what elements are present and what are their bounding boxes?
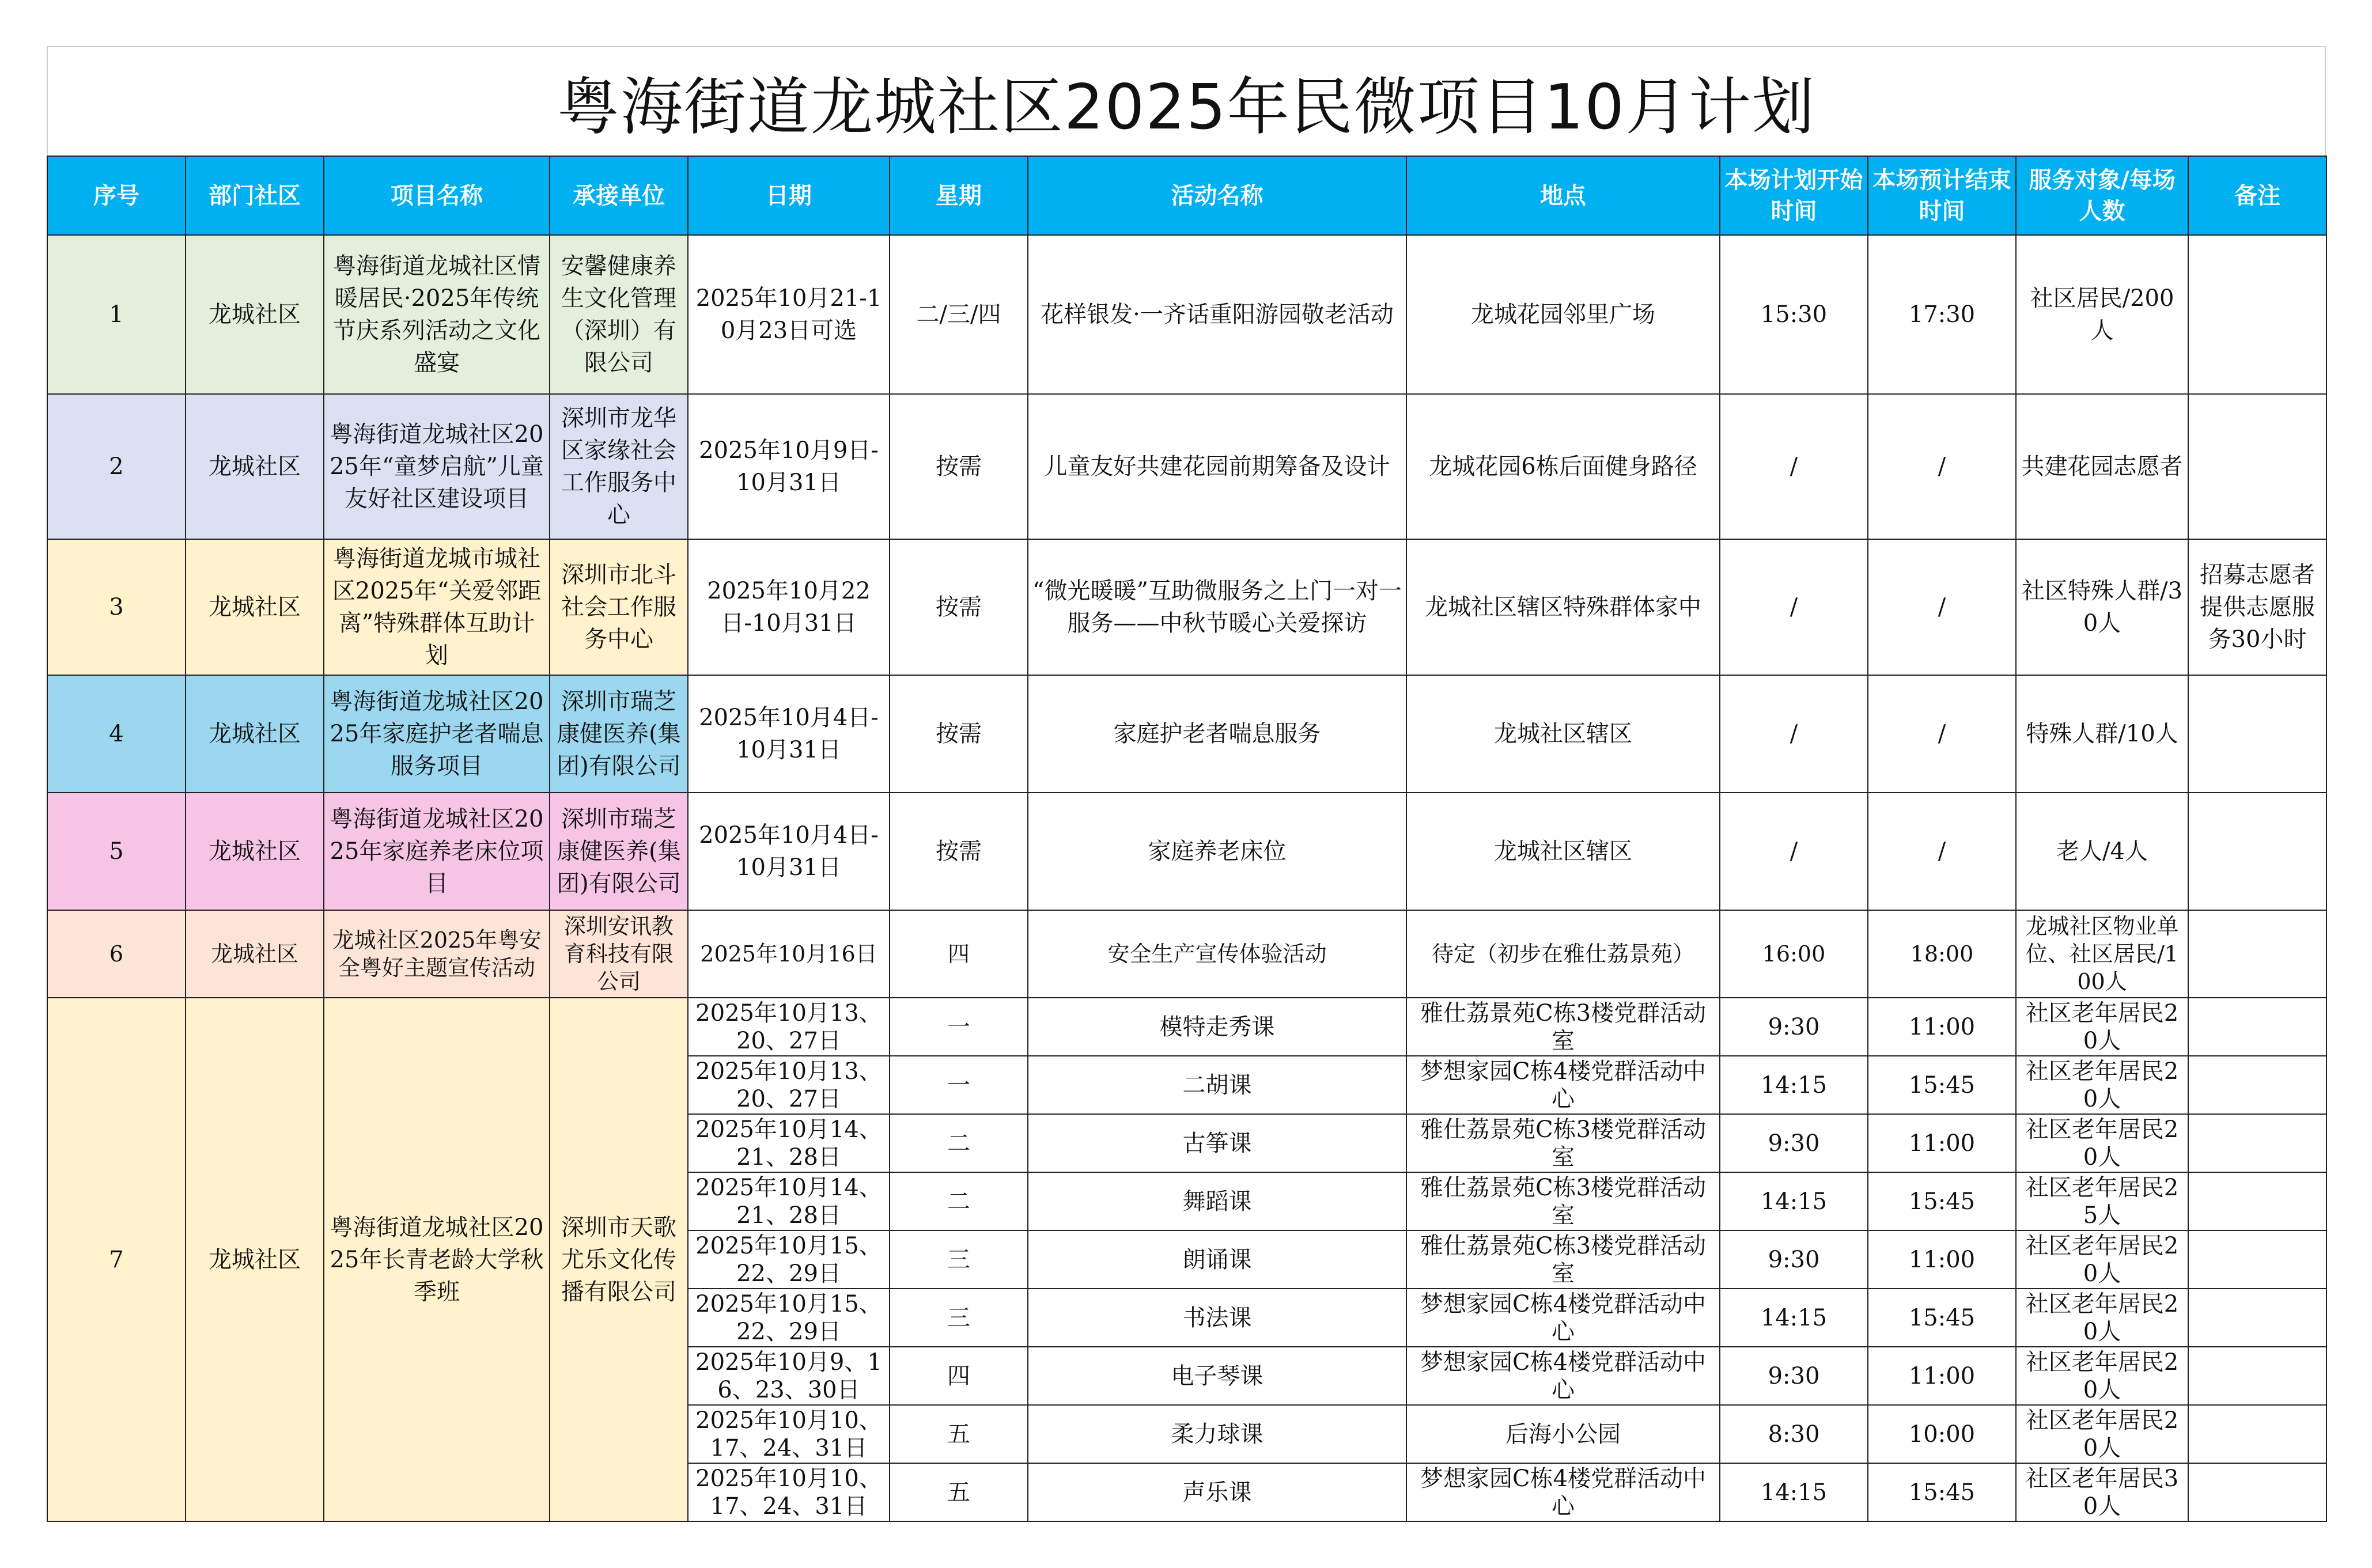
cell-date: 2025年10月4日-10月31日 <box>688 675 890 793</box>
cell-activity <box>1028 1114 1406 1172</box>
cell-location <box>1406 1289 1720 1347</box>
cell-weekday: 按需 <box>890 675 1028 793</box>
cell-start: / <box>1720 793 1868 910</box>
cell-remark <box>2188 1056 2326 1114</box>
cell-date <box>688 998 890 1056</box>
header-seq: 序号 <box>47 156 186 235</box>
cell-text: 梦想家园C栋4楼党群活动中心 <box>1420 1349 1707 1403</box>
cell-text: 模特走秀课 <box>1159 1013 1275 1040</box>
cell-text: 社区老年居民30人 <box>2025 1465 2179 1520</box>
cell-start <box>1720 1056 1868 1114</box>
cell-seq: 1 <box>47 235 186 394</box>
cell-org: 深圳市天歌尤乐文化传播有限公司 <box>550 998 688 1521</box>
cell-weekday <box>890 1230 1028 1289</box>
cell-dept: 龙城社区 <box>186 793 324 910</box>
cell-text: 14:15 <box>1760 1479 1828 1506</box>
cell-text: 一 <box>947 1071 970 1099</box>
cell-start <box>1720 1289 1868 1347</box>
header-weekday: 星期 <box>890 156 1028 235</box>
cell-weekday <box>890 1114 1028 1172</box>
cell-location: 待定（初步在雅仕荔景苑） <box>1406 910 1720 998</box>
cell-text: 古筝课 <box>1182 1130 1252 1157</box>
cell-text: 2025年10月10、17、24、31日 <box>695 1407 882 1461</box>
header-org: 承接单位 <box>550 156 688 235</box>
cell-dept: 龙城社区 <box>186 675 324 793</box>
cell-target: 特殊人群/10人 <box>2016 675 2188 793</box>
cell-project: 龙城社区2025年粤安全粤好主题宣传活动 <box>324 910 550 998</box>
page-title: 粤海街道龙城社区2025年民微项目10月计划 <box>557 71 1816 143</box>
cell-text: 梦想家园C栋4楼党群活动中心 <box>1420 1465 1707 1520</box>
cell-location <box>1406 1114 1720 1172</box>
cell-text: 四 <box>947 1362 970 1389</box>
cell-target <box>2016 1230 2188 1289</box>
cell-text: 三 <box>947 1246 970 1273</box>
cell-org: 深圳安讯教育科技有限公司 <box>550 910 688 998</box>
cell-text: 社区老年居民20人 <box>2025 1291 2179 1345</box>
cell-location: 龙城社区辖区 <box>1406 675 1720 793</box>
table-row <box>47 235 2326 394</box>
cell-end <box>1868 1172 2016 1230</box>
cell-text: 声乐课 <box>1182 1479 1252 1506</box>
cell-target: 社区特殊人群/30人 <box>2016 539 2188 675</box>
cell-end <box>1868 1114 2016 1172</box>
cell-org: 深圳市瑞芝康健医养(集团)有限公司 <box>550 675 688 793</box>
cell-text: 梦想家园C栋4楼党群活动中心 <box>1420 1058 1707 1112</box>
cell-weekday <box>890 1289 1028 1347</box>
cell-text: 社区老年居民20人 <box>2025 1349 2179 1403</box>
cell-text: 2025年10月9、16、23、30日 <box>695 1349 882 1403</box>
table-row <box>47 539 2326 675</box>
cell-location: 龙城花园邻里广场 <box>1406 235 1720 394</box>
cell-target <box>2016 1405 2188 1463</box>
cell-date: 2025年10月4日-10月31日 <box>688 793 890 910</box>
cell-activity: 安全生产宣传体验活动 <box>1028 910 1406 998</box>
cell-text: 五 <box>947 1479 970 1506</box>
cell-text: 15:45 <box>1908 1304 1976 1331</box>
cell-end: 18:00 <box>1868 910 2016 998</box>
table-row <box>47 793 2326 910</box>
cell-seq: 7 <box>47 998 186 1521</box>
cell-remark <box>2188 1230 2326 1289</box>
cell-remark <box>2188 793 2326 910</box>
cell-weekday: 二/三/四 <box>890 235 1028 394</box>
cell-text: 15:45 <box>1908 1071 1976 1099</box>
cell-start <box>1720 1463 1868 1521</box>
cell-target <box>2016 1463 2188 1521</box>
cell-project: 粤海街道龙城社区情暖居民·2025年传统节庆系列活动之文化盛宴 <box>324 235 550 394</box>
cell-target: 共建花园志愿者 <box>2016 394 2188 539</box>
cell-seq: 4 <box>47 675 186 793</box>
cell-text: 书法课 <box>1182 1304 1252 1331</box>
cell-location <box>1406 1347 1720 1405</box>
cell-date <box>688 1405 890 1463</box>
cell-start: / <box>1720 539 1868 675</box>
cell-start: 15:30 <box>1720 235 1868 394</box>
cell-target <box>2016 1056 2188 1114</box>
cell-text: 雅仕荔景苑C栋3楼党群活动室 <box>1420 1233 1707 1287</box>
cell-activity <box>1028 998 1406 1056</box>
cell-remark <box>2188 1289 2326 1347</box>
cell-text: 9:30 <box>1768 1013 1820 1040</box>
cell-weekday <box>890 998 1028 1056</box>
cell-target <box>2016 1289 2188 1347</box>
cell-date <box>688 1230 890 1289</box>
cell-end: 17:30 <box>1868 235 2016 394</box>
cell-project: 粤海街道龙城市城社区2025年“关爱邻距离”特殊群体互助计划 <box>324 539 550 675</box>
cell-activity: 儿童友好共建花园前期筹备及设计 <box>1028 394 1406 539</box>
cell-start <box>1720 1230 1868 1289</box>
header-start-time: 本场计划开始时间 <box>1720 156 1868 235</box>
header-dept: 部门社区 <box>186 156 324 235</box>
cell-remark <box>2188 675 2326 793</box>
cell-weekday: 按需 <box>890 793 1028 910</box>
cell-text: 2025年10月14、21、28日 <box>695 1175 882 1229</box>
table-row <box>47 910 2326 998</box>
cell-text: 2025年10月15、22、29日 <box>695 1291 882 1345</box>
cell-remark <box>2188 1347 2326 1405</box>
cell-text: 15:45 <box>1908 1188 1976 1215</box>
cell-start <box>1720 1347 1868 1405</box>
cell-end <box>1868 998 2016 1056</box>
cell-activity <box>1028 1172 1406 1230</box>
cell-end <box>1868 1405 2016 1463</box>
cell-weekday <box>890 1172 1028 1230</box>
cell-text: 10:00 <box>1908 1421 1976 1448</box>
cell-activity <box>1028 1463 1406 1521</box>
cell-text: 三 <box>947 1304 970 1331</box>
spreadsheet <box>47 46 2326 1522</box>
cell-date <box>688 1347 890 1405</box>
cell-seq: 3 <box>47 539 186 675</box>
cell-project: 粤海街道龙城社区2025年家庭护老者喘息服务项目 <box>324 675 550 793</box>
cell-weekday <box>890 1347 1028 1405</box>
cell-remark <box>2188 1172 2326 1230</box>
cell-target <box>2016 1172 2188 1230</box>
cell-text: 社区老年居民20人 <box>2025 1116 2179 1171</box>
cell-date <box>688 1056 890 1114</box>
title-bar <box>47 46 2326 156</box>
cell-start: 16:00 <box>1720 910 1868 998</box>
cell-location <box>1406 1463 1720 1521</box>
cell-location <box>1406 1056 1720 1114</box>
cell-target: 老人/4人 <box>2016 793 2188 910</box>
cell-activity <box>1028 1347 1406 1405</box>
cell-text: 11:00 <box>1908 1246 1976 1273</box>
cell-weekday <box>890 1405 1028 1463</box>
cell-date: 2025年10月16日 <box>688 910 890 998</box>
cell-target <box>2016 1347 2188 1405</box>
cell-weekday <box>890 1463 1028 1521</box>
cell-text: 2025年10月10、17、24、31日 <box>695 1465 882 1520</box>
cell-dept: 龙城社区 <box>186 235 324 394</box>
cell-remark <box>2188 1114 2326 1172</box>
cell-end: / <box>1868 394 2016 539</box>
cell-location: 龙城花园6栋后面健身路径 <box>1406 394 1720 539</box>
cell-text: 2025年10月15、22、29日 <box>695 1233 882 1287</box>
cell-text: 社区老年居民20人 <box>2025 1058 2179 1112</box>
cell-target: 龙城社区物业单位、社区居民/100人 <box>2016 910 2188 998</box>
cell-text: 9:30 <box>1768 1246 1820 1273</box>
table-row <box>47 394 2326 539</box>
plan-table <box>47 156 2327 1522</box>
cell-text: 8:30 <box>1768 1421 1820 1448</box>
cell-weekday: 按需 <box>890 394 1028 539</box>
cell-dept: 龙城社区 <box>186 910 324 998</box>
cell-text: 电子琴课 <box>1171 1362 1263 1389</box>
cell-text: 二 <box>947 1188 970 1215</box>
table-row <box>47 998 2326 1056</box>
cell-text: 舞蹈课 <box>1182 1188 1252 1215</box>
cell-date: 2025年10月21-10月23日可选 <box>688 235 890 394</box>
cell-end <box>1868 1289 2016 1347</box>
cell-text: 14:15 <box>1760 1304 1828 1331</box>
cell-seq: 5 <box>47 793 186 910</box>
cell-start: / <box>1720 394 1868 539</box>
cell-text: 五 <box>947 1421 970 1448</box>
cell-activity <box>1028 1230 1406 1289</box>
cell-date <box>688 1172 890 1230</box>
cell-text: 柔力球课 <box>1171 1421 1263 1448</box>
cell-location: 龙城社区辖区 <box>1406 793 1720 910</box>
table-row <box>47 675 2326 793</box>
cell-project: 粤海街道龙城社区2025年“童梦启航”儿童友好社区建设项目 <box>324 394 550 539</box>
cell-text: 社区老年居民20人 <box>2025 1407 2179 1461</box>
cell-text: 14:15 <box>1760 1188 1828 1215</box>
cell-location <box>1406 1172 1720 1230</box>
cell-end <box>1868 1463 2016 1521</box>
cell-text: 15:45 <box>1908 1479 1976 1506</box>
cell-text: 二 <box>947 1130 970 1157</box>
cell-text: 社区老年居民20人 <box>2025 1233 2179 1287</box>
cell-start <box>1720 1405 1868 1463</box>
header-row <box>47 156 2326 235</box>
cell-date <box>688 1289 890 1347</box>
cell-end <box>1868 1230 2016 1289</box>
cell-date: 2025年10月9日-10月31日 <box>688 394 890 539</box>
cell-text: 社区老年居民20人 <box>2025 1000 2179 1054</box>
cell-text: 11:00 <box>1908 1013 1976 1040</box>
cell-start: / <box>1720 675 1868 793</box>
cell-remark <box>2188 1463 2326 1521</box>
cell-end <box>1868 1347 2016 1405</box>
cell-text: 二胡课 <box>1182 1071 1252 1099</box>
header-end-time: 本场预计结束时间 <box>1868 156 2016 235</box>
cell-activity: 家庭护老者喘息服务 <box>1028 675 1406 793</box>
cell-date <box>688 1114 890 1172</box>
cell-end <box>1868 1056 2016 1114</box>
cell-project: 粤海街道龙城社区2025年长青老龄大学秋季班 <box>324 998 550 1521</box>
cell-weekday <box>890 1056 1028 1114</box>
cell-weekday: 四 <box>890 910 1028 998</box>
cell-target <box>2016 998 2188 1056</box>
cell-text: 2025年10月13、20、27日 <box>695 1000 882 1054</box>
cell-target <box>2016 1114 2188 1172</box>
cell-text: 后海小公园 <box>1505 1421 1621 1448</box>
cell-org: 安馨健康养生文化管理（深圳）有限公司 <box>550 235 688 394</box>
cell-text: 雅仕荔景苑C栋3楼党群活动室 <box>1420 1000 1707 1054</box>
cell-activity <box>1028 1056 1406 1114</box>
cell-org: 深圳市瑞芝康健医养(集团)有限公司 <box>550 793 688 910</box>
cell-target: 社区居民/200人 <box>2016 235 2188 394</box>
cell-seq: 6 <box>47 910 186 998</box>
cell-text: 雅仕荔景苑C栋3楼党群活动室 <box>1420 1175 1707 1229</box>
cell-project: 粤海街道龙城社区2025年家庭养老床位项目 <box>324 793 550 910</box>
cell-dept: 龙城社区 <box>186 998 324 1521</box>
cell-activity: 家庭养老床位 <box>1028 793 1406 910</box>
cell-activity: 花样银发·一齐话重阳游园敬老活动 <box>1028 235 1406 394</box>
cell-text: 9:30 <box>1768 1362 1820 1389</box>
header-remark: 备注 <box>2188 156 2326 235</box>
cell-activity <box>1028 1405 1406 1463</box>
cell-text: 11:00 <box>1908 1130 1976 1157</box>
cell-dept: 龙城社区 <box>186 394 324 539</box>
cell-date <box>688 1463 890 1521</box>
cell-location: 龙城社区辖区特殊群体家中 <box>1406 539 1720 675</box>
cell-end: / <box>1868 539 2016 675</box>
cell-remark <box>2188 394 2326 539</box>
cell-location <box>1406 1405 1720 1463</box>
cell-start <box>1720 1172 1868 1230</box>
cell-end: / <box>1868 675 2016 793</box>
cell-text: 14:15 <box>1760 1071 1828 1099</box>
cell-text: 梦想家园C栋4楼党群活动中心 <box>1420 1291 1707 1345</box>
cell-text: 雅仕荔景苑C栋3楼党群活动室 <box>1420 1116 1707 1171</box>
cell-start <box>1720 998 1868 1056</box>
cell-remark <box>2188 235 2326 394</box>
cell-weekday: 按需 <box>890 539 1028 675</box>
cell-org: 深圳市北斗社会工作服务中心 <box>550 539 688 675</box>
cell-text: 一 <box>947 1013 970 1040</box>
cell-start <box>1720 1114 1868 1172</box>
cell-remark <box>2188 998 2326 1056</box>
header-location: 地点 <box>1406 156 1720 235</box>
cell-date: 2025年10月22日-10月31日 <box>688 539 890 675</box>
header-project: 项目名称 <box>324 156 550 235</box>
cell-org: 深圳市龙华区家缘社会工作服务中心 <box>550 394 688 539</box>
cell-text: 2025年10月14、21、28日 <box>695 1116 882 1171</box>
cell-text: 11:00 <box>1908 1362 1976 1389</box>
cell-dept: 龙城社区 <box>186 539 324 675</box>
cell-activity <box>1028 1289 1406 1347</box>
cell-remark <box>2188 1405 2326 1463</box>
cell-location <box>1406 1230 1720 1289</box>
cell-location <box>1406 998 1720 1056</box>
cell-remark: 招募志愿者提供志愿服务30小时 <box>2188 539 2326 675</box>
header-target: 服务对象/每场人数 <box>2016 156 2188 235</box>
header-activity: 活动名称 <box>1028 156 1406 235</box>
cell-end: / <box>1868 793 2016 910</box>
cell-text: 社区老年居民25人 <box>2025 1175 2179 1229</box>
cell-activity: “微光暖暖”互助微服务之上门一对一服务——中秋节暖心关爱探访 <box>1028 539 1406 675</box>
cell-text: 2025年10月13、20、27日 <box>695 1058 882 1112</box>
header-date: 日期 <box>688 156 890 235</box>
cell-text: 朗诵课 <box>1182 1246 1252 1273</box>
cell-remark <box>2188 910 2326 998</box>
cell-text: 9:30 <box>1768 1130 1820 1157</box>
cell-seq: 2 <box>47 394 186 539</box>
